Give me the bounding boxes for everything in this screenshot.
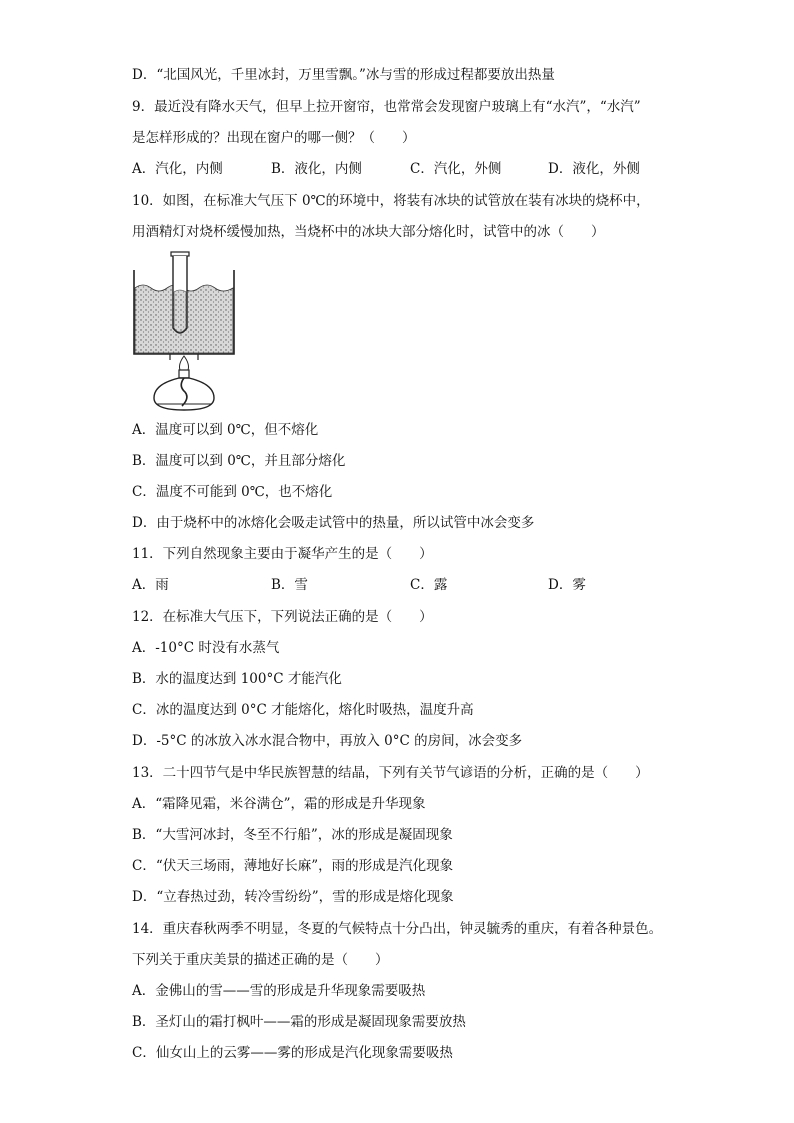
q14-option-b: B．圣灯山的霜打枫叶——霜的形成是凝固现象需要放热 — [132, 1014, 466, 1030]
q14-stem-line2: 下列关于重庆美景的描述正确的是（ ） — [132, 952, 389, 968]
q13-stem: 13．二十四节气是中华民族智慧的结晶，下列有关节气谚语的分析，正确的是（ ） — [132, 765, 649, 781]
q10-option-d: D．由于烧杯中的冰熔化会吸走试管中的热量，所以试管中冰会变多 — [132, 515, 535, 531]
beaker-heating-diagram — [130, 244, 240, 414]
q12-option-d: D．-5°C 的冰放入冰水混合物中，再放入 0°C 的房间，冰会变多 — [132, 733, 523, 749]
q13-option-b: B．“大雪河冰封，冬至不行船”，冰的形成是凝固现象 — [132, 827, 453, 843]
q9-option-d: D．液化，外侧 — [548, 161, 640, 177]
q12-stem: 12．在标准大气压下，下列说法正确的是（ ） — [132, 609, 433, 625]
q11-option-a: A．雨 — [132, 577, 169, 593]
q14-option-a: A．金佛山的雪——雪的形成是升华现象需要吸热 — [132, 983, 426, 999]
q9-stem-line1: 9．最近没有降水天气，但早上拉开窗帘，也常常会发现窗户玻璃上有“水汽”，“水汽” — [132, 99, 641, 115]
q9-option-c: C．汽化，外侧 — [410, 161, 502, 177]
q10-stem-line1: 10．如图，在标准大气压下 0℃的环境中，将装有冰块的试管放在装有冰块的烧杯中， — [132, 193, 650, 209]
q11-option-b: B．雪 — [271, 577, 308, 593]
q11-stem: 11．下列自然现象主要由于凝华产生的是（ ） — [132, 546, 433, 562]
q10-option-b: B．温度可以到 0℃，并且部分熔化 — [132, 453, 346, 469]
q12-option-c: C．冰的温度达到 0°C 才能熔化，熔化时吸热，温度升高 — [132, 702, 474, 718]
q11-option-c: C．露 — [410, 577, 448, 593]
q13-option-c: C．“伏天三场雨，薄地好长麻”，雨的形成是汽化现象 — [132, 858, 454, 874]
q13-option-d: D．“立春热过劲，转冷雪纷纷”，雪的形成是熔化现象 — [132, 889, 454, 905]
q12-option-b: B．水的温度达到 100°C 才能汽化 — [132, 671, 342, 687]
q14-option-c: C．仙女山上的云雾——雾的形成是汽化现象需要吸热 — [132, 1045, 453, 1061]
q8-option-d: D．“北国风光，千里冰封，万里雪飘。”冰与雪的形成过程都要放出热量 — [132, 67, 555, 83]
q11-option-d: D．雾 — [548, 577, 586, 593]
q10-stem-line2: 用酒精灯对烧杯缓慢加热，当烧杯中的冰块大部分熔化时，试管中的冰（ ） — [132, 224, 605, 240]
q10-option-c: C．温度不可能到 0℃，也不熔化 — [132, 484, 333, 500]
q10-option-a: A．温度可以到 0℃，但不熔化 — [132, 422, 319, 438]
q12-option-a: A．-10°C 时没有水蒸气 — [132, 640, 280, 656]
q9-option-a: A．汽化，内侧 — [132, 161, 223, 177]
beaker-test-tube-figure — [130, 244, 240, 414]
q9-option-b: B．液化，内侧 — [271, 161, 362, 177]
q9-stem-line2: 是怎样形成的？出现在窗户的哪一侧？（ ） — [132, 130, 416, 146]
q14-stem-line1: 14．重庆春秋两季不明显，冬夏的气候特点十分凸出，钟灵毓秀的重庆，有着各种景色。 — [132, 921, 663, 937]
q13-option-a: A．“霜降见霜，米谷满仓”，霜的形成是升华现象 — [132, 796, 426, 812]
